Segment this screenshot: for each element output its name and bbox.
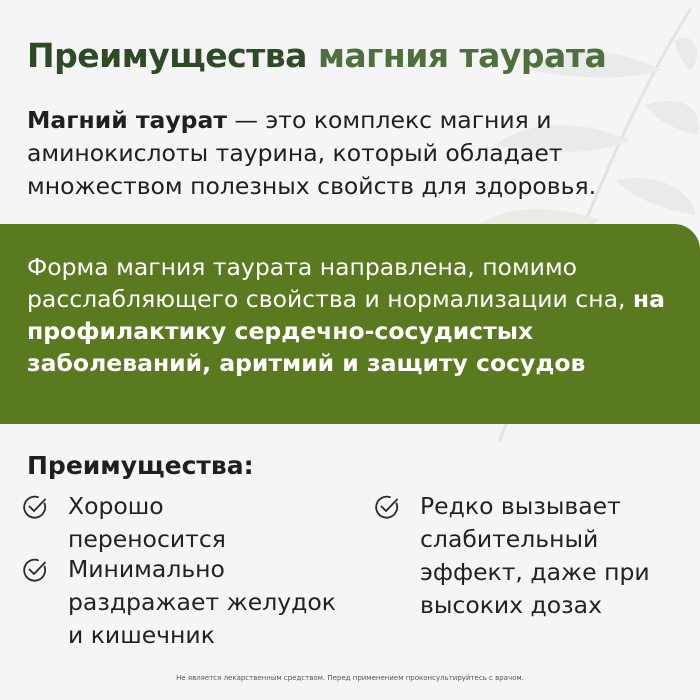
advantage-text: Минимально раздражает желудок и кишечник xyxy=(68,555,336,649)
disclaimer: Не является лекарственным средством. Перед применением проконсультируйтесь с врачом. xyxy=(176,674,524,682)
advantage-item xyxy=(22,490,322,556)
check-circle-icon xyxy=(22,557,48,583)
intro-paragraph xyxy=(27,104,677,203)
advantage-item xyxy=(22,553,352,652)
highlight-text xyxy=(27,251,687,379)
intro-bold-term: Магний таурат xyxy=(27,106,227,134)
highlight-bold: на профилактику сердечно-сосудистых заболеваний, аритмий и защиту сосудов xyxy=(27,285,666,377)
page-title xyxy=(27,36,606,75)
intro-rest: — это комплекс магния и аминокислоты таурина, который обладает множеством полезных свойств для здоровья. xyxy=(27,106,597,200)
advantage-text: Редко вызывает слабительный эффект, даже при высоких дозах xyxy=(420,492,650,619)
check-circle-icon xyxy=(22,494,48,520)
title-part-accent: магния таурата xyxy=(317,36,607,75)
advantages-title: Преимущества: xyxy=(27,451,254,480)
advantage-text: Хорошо переносится xyxy=(68,492,226,553)
advantage-item xyxy=(374,490,674,622)
highlight-normal: Форма магния таурата направлена, помимо расслабляющего свойства и нормализации сна, xyxy=(27,253,626,313)
title-part-dark: Преимущества xyxy=(27,36,307,75)
check-circle-icon xyxy=(374,494,400,520)
